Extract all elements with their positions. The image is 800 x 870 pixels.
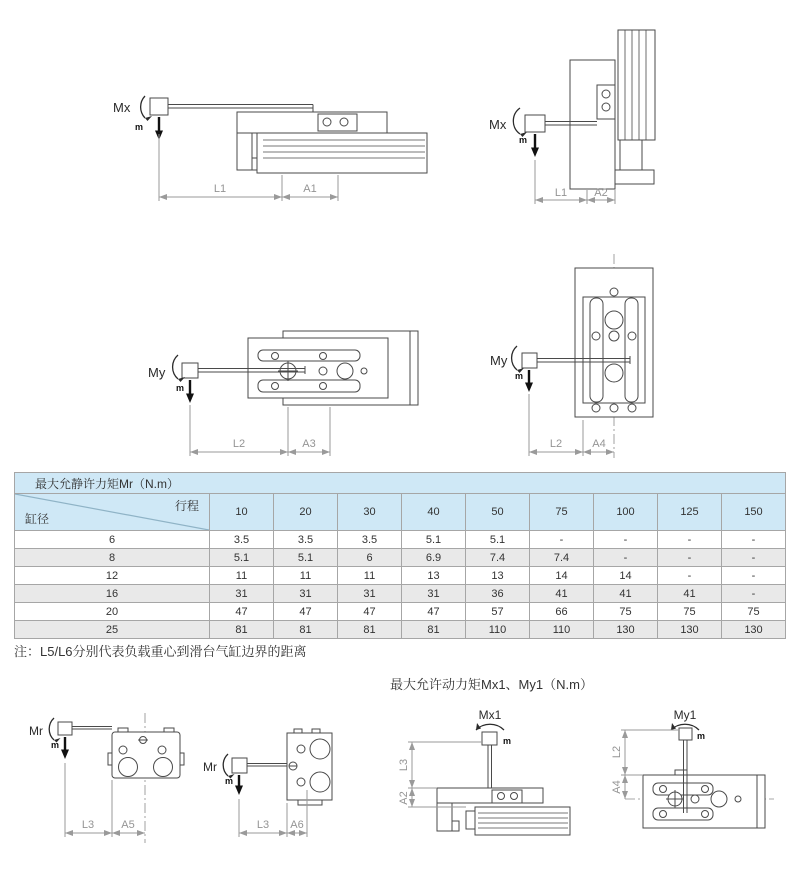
moment-value: 130 bbox=[594, 621, 658, 639]
moment-value: 36 bbox=[466, 585, 530, 603]
moment-label: Mx1 bbox=[478, 708, 502, 722]
moment-arc-icon bbox=[49, 718, 54, 740]
moment-value: 7.4 bbox=[530, 549, 594, 567]
table-row bbox=[15, 621, 786, 639]
moment-value: - bbox=[722, 567, 786, 585]
moment-label: My bbox=[148, 365, 166, 380]
dim-label-l2: L2 bbox=[611, 745, 623, 759]
bore-value: 12 bbox=[15, 567, 210, 585]
dim-label-l3: L3 bbox=[81, 819, 95, 831]
mass-label: m bbox=[697, 731, 706, 741]
moment-value: 57 bbox=[466, 603, 530, 621]
table-row bbox=[15, 603, 786, 621]
dim-label-l1: L1 bbox=[554, 187, 568, 199]
diagram-my-vertical bbox=[488, 252, 683, 464]
moment-value: 31 bbox=[274, 585, 338, 603]
moment-value: - bbox=[658, 531, 722, 549]
moment-value: 66 bbox=[530, 603, 594, 621]
footnote: 注：L5/L6分别代表负载重心到滑台气缸边界的距离 bbox=[14, 644, 307, 659]
moment-value: 81 bbox=[210, 621, 274, 639]
stroke-header: 行程 bbox=[174, 499, 199, 513]
mass-label: m bbox=[225, 776, 234, 786]
stroke-column: 50 bbox=[466, 494, 530, 531]
moment-value: 31 bbox=[338, 585, 402, 603]
moment-value: 11 bbox=[274, 567, 338, 585]
table-title: 最大允静许力矩Mr（N.m） bbox=[15, 473, 786, 494]
stroke-column: 125 bbox=[658, 494, 722, 531]
dim-label-l2: L2 bbox=[232, 438, 246, 450]
moment-value: 6.9 bbox=[402, 549, 466, 567]
moment-value: 75 bbox=[594, 603, 658, 621]
stroke-column: 20 bbox=[274, 494, 338, 531]
moment-value: 110 bbox=[530, 621, 594, 639]
moment-value: 6 bbox=[338, 549, 402, 567]
moment-arc-icon bbox=[512, 346, 517, 370]
mass-label: m bbox=[519, 135, 528, 145]
moment-value: 110 bbox=[466, 621, 530, 639]
moment-value: 47 bbox=[210, 603, 274, 621]
moment-value: 5.1 bbox=[210, 549, 274, 567]
moment-value: 3.5 bbox=[210, 531, 274, 549]
diagram-my-horizontal bbox=[142, 325, 432, 457]
table-row bbox=[15, 531, 786, 549]
moment-value: 81 bbox=[338, 621, 402, 639]
moment-arc-icon bbox=[513, 108, 520, 134]
load-block-and-rod bbox=[482, 732, 497, 790]
dynamic-moment-title: 最大允许动力矩Mx1、My1（N.m） bbox=[390, 677, 593, 692]
moment-value: 31 bbox=[210, 585, 274, 603]
dim-label-a4: A4 bbox=[611, 780, 623, 794]
bore-value: 25 bbox=[15, 621, 210, 639]
load-block-and-rod bbox=[58, 722, 112, 735]
slide-table-side-view bbox=[437, 788, 570, 835]
load-block-and-rod bbox=[232, 758, 287, 773]
moment-label: Mx bbox=[113, 100, 131, 115]
static-moment-table bbox=[14, 472, 786, 639]
slide-table-top-view bbox=[643, 770, 765, 828]
table-row bbox=[15, 549, 786, 567]
dim-label-l3: L3 bbox=[256, 819, 270, 831]
mass-label: m bbox=[515, 371, 524, 381]
moment-value: 41 bbox=[530, 585, 594, 603]
dim-label-a3: A3 bbox=[302, 438, 316, 450]
dim-label-a6: A6 bbox=[290, 819, 304, 831]
moment-value: 81 bbox=[274, 621, 338, 639]
moment-value: 13 bbox=[402, 567, 466, 585]
moment-value: - bbox=[594, 531, 658, 549]
moment-label: My1 bbox=[673, 708, 697, 722]
moment-value: 75 bbox=[722, 603, 786, 621]
dim-label-l1: L1 bbox=[213, 183, 227, 195]
table-title-row bbox=[15, 473, 786, 494]
moment-value: 81 bbox=[402, 621, 466, 639]
cylinder-end-view bbox=[108, 728, 184, 778]
moment-value: 11 bbox=[338, 567, 402, 585]
corner-header-cell bbox=[15, 494, 210, 531]
moment-value: - bbox=[722, 549, 786, 567]
diagram-mr-front bbox=[25, 705, 200, 850]
moment-value: 3.5 bbox=[338, 531, 402, 549]
dim-label-l2: L2 bbox=[549, 438, 563, 450]
moment-value: 5.1 bbox=[402, 531, 466, 549]
mass-label: m bbox=[503, 736, 512, 746]
diagram-mx1-dynamic bbox=[400, 703, 580, 855]
moment-value: 13 bbox=[466, 567, 530, 585]
table-row bbox=[15, 567, 786, 585]
moment-arc-icon bbox=[173, 355, 178, 379]
moment-label: Mx bbox=[489, 117, 507, 132]
moment-value: 75 bbox=[658, 603, 722, 621]
bore-value: 8 bbox=[15, 549, 210, 567]
slide-table-vertical-top-view bbox=[575, 268, 653, 417]
moment-value: - bbox=[530, 531, 594, 549]
diagram-mx-horizontal bbox=[105, 88, 450, 210]
moment-value: 47 bbox=[402, 603, 466, 621]
moment-label: Mr bbox=[203, 760, 217, 774]
table-header-row bbox=[15, 494, 786, 531]
slide-table-side-view bbox=[237, 112, 427, 173]
diagram-my1-dynamic bbox=[612, 703, 800, 863]
cylinder-side-end-view bbox=[287, 729, 332, 805]
moment-arc-icon bbox=[223, 754, 228, 776]
moment-value: 47 bbox=[338, 603, 402, 621]
stroke-column: 100 bbox=[594, 494, 658, 531]
mass-label: m bbox=[51, 740, 60, 750]
diagram-mx-vertical bbox=[485, 12, 685, 212]
moment-value: 14 bbox=[594, 567, 658, 585]
moment-value: - bbox=[658, 567, 722, 585]
bore-header: 缸径 bbox=[25, 512, 50, 526]
moment-value: - bbox=[658, 549, 722, 567]
moment-value: 5.1 bbox=[274, 549, 338, 567]
moment-arc-icon bbox=[476, 724, 504, 730]
stroke-column: 10 bbox=[210, 494, 274, 531]
moment-value: - bbox=[722, 531, 786, 549]
moment-value: - bbox=[594, 549, 658, 567]
slide-table-vertical-view bbox=[570, 30, 655, 189]
bore-value: 16 bbox=[15, 585, 210, 603]
moment-value: 130 bbox=[658, 621, 722, 639]
diagram-mr-side bbox=[200, 705, 375, 850]
dimension-lines bbox=[190, 405, 330, 456]
dim-label-a2: A2 bbox=[594, 187, 608, 199]
moment-arc-icon bbox=[141, 96, 145, 118]
stroke-column: 40 bbox=[402, 494, 466, 531]
moment-value: 31 bbox=[402, 585, 466, 603]
moment-value: 11 bbox=[210, 567, 274, 585]
moment-value: 7.4 bbox=[466, 549, 530, 567]
mass-label: m bbox=[176, 383, 185, 393]
stroke-column: 150 bbox=[722, 494, 786, 531]
stroke-column: 30 bbox=[338, 494, 402, 531]
stroke-column: 75 bbox=[530, 494, 594, 531]
moment-value: 41 bbox=[658, 585, 722, 603]
bore-value: 6 bbox=[15, 531, 210, 549]
moment-value: 41 bbox=[594, 585, 658, 603]
dim-label-a5: A5 bbox=[121, 819, 135, 831]
moment-value: 3.5 bbox=[274, 531, 338, 549]
bore-value: 20 bbox=[15, 603, 210, 621]
table-row bbox=[15, 585, 786, 603]
moment-value: 130 bbox=[722, 621, 786, 639]
moment-value: 47 bbox=[274, 603, 338, 621]
moment-value: - bbox=[722, 585, 786, 603]
dim-label-a1: A1 bbox=[303, 183, 317, 195]
dim-label-a4: A4 bbox=[592, 438, 606, 450]
moment-label: Mr bbox=[29, 724, 43, 738]
dim-label-a2: A2 bbox=[398, 791, 410, 805]
moment-value: 14 bbox=[530, 567, 594, 585]
dim-label-l3: L3 bbox=[398, 758, 410, 772]
mass-label: m bbox=[135, 122, 144, 132]
moment-value: 5.1 bbox=[466, 531, 530, 549]
moment-label: My bbox=[490, 353, 508, 368]
